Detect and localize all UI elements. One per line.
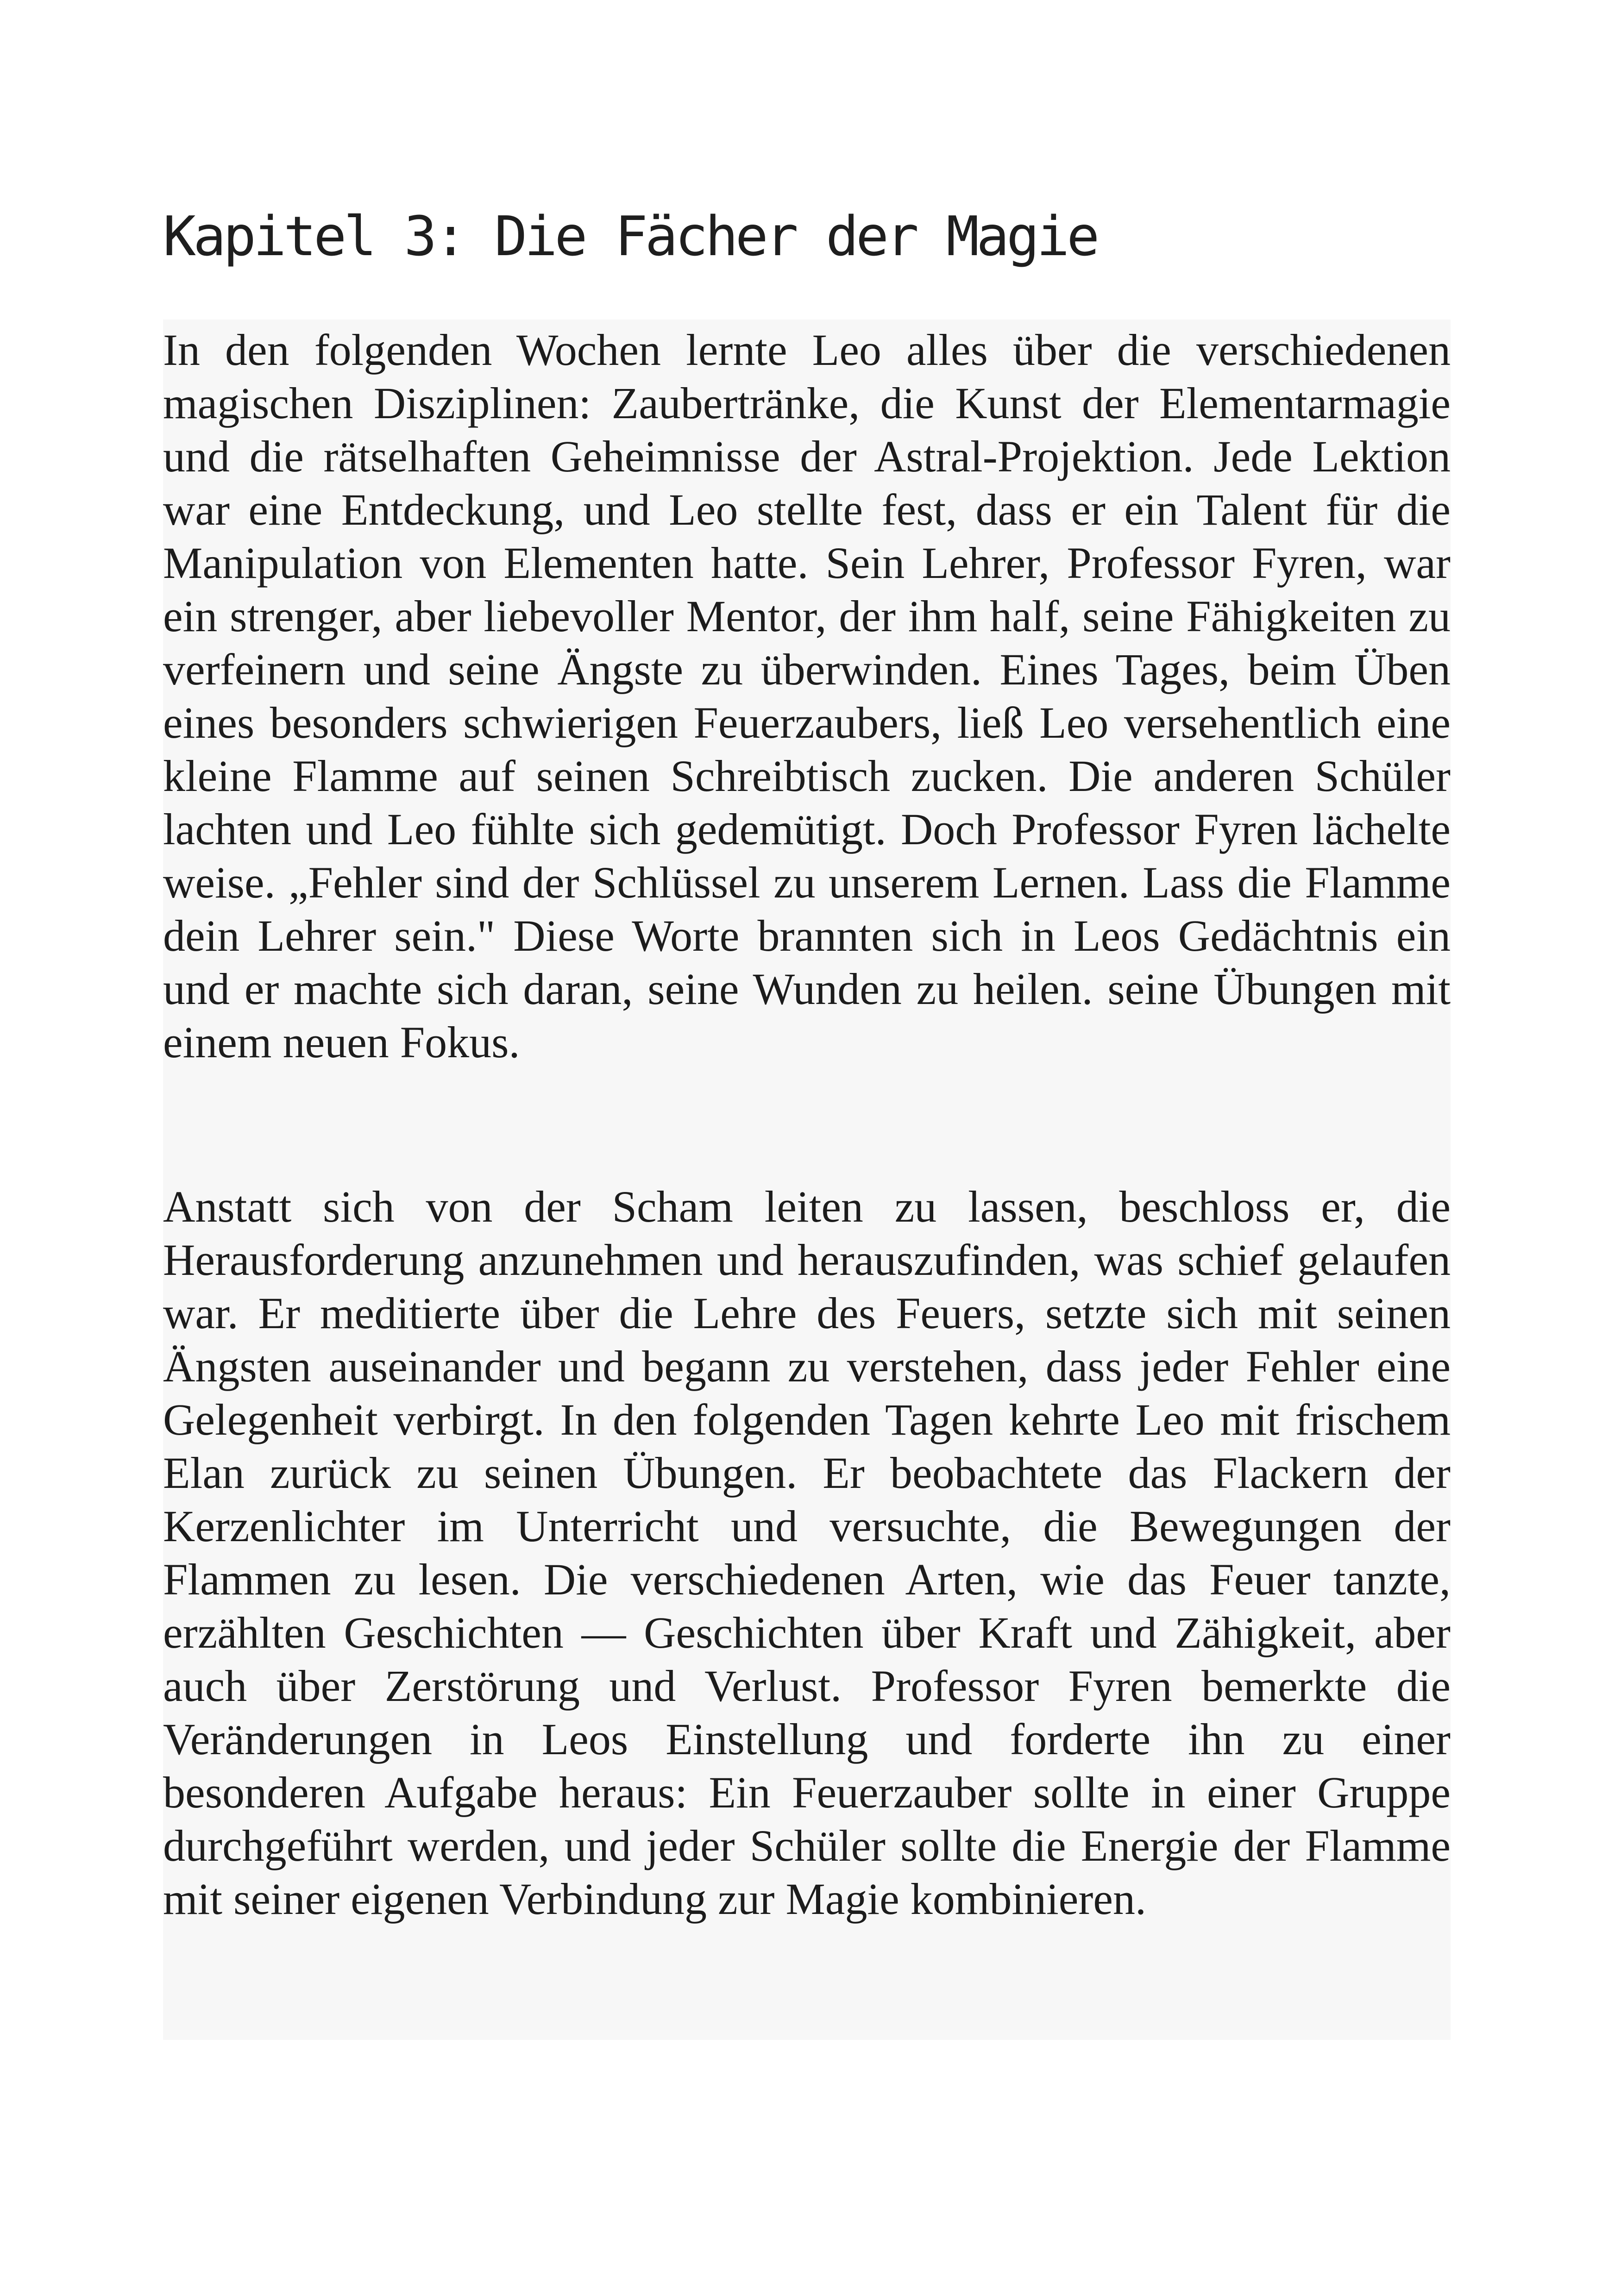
body-text-block (163, 320, 1451, 2040)
paragraph-2: Anstatt sich von der Scham leiten zu lassen, beschloss er, die Herausforderung anzunehmen und herauszufinden, was schief gelaufen war. Er meditierte über die Lehre des Feuers, setzte sich mit seinen Ängsten auseinander und begann zu verstehen, dass jeder Fehler eine Gelegenheit verbirgt. In den folgenden Tagen kehrte Leo mit frischem Elan zurück zu seinen Übungen. Er beobachtete das Flackern der Kerzenlichter im Unterricht und versuchte, die Bewegungen der Flammen zu lesen. Die verschiedenen Arten, wie das Feuer tanzte, erzählten Geschichten — Geschichten über Kraft und Zähigkeit, aber auch über Zerstörung und Verlust. Professor Fyren bemerkte die Veränderungen in Leos Einstellung und forderte ihn zu einer besonderen Aufgabe heraus: Ein Feuerzauber sollte in einer Gruppe durchgeführt werden, und jeder Schüler sollte die Energie der Flamme mit seiner eigenen Verbindung zur Magie kombinieren. (163, 1182, 1451, 1924)
paragraph-1: In den folgenden Wochen lernte Leo alles über die verschiedenen magischen Disziplinen: Zaubertränke, die Kunst der Elementarmagie und die rätselhaften Geheimnisse der Astral-Projektion. Jede Lektion war eine Entdeckung, und Leo stellte fest, dass er ein Talent für die Manipulation von Elementen hatte. Sein Lehrer, Professor Fyren, war ein strenger, aber liebevoller Mentor, der ihm half, seine Fähigkeiten zu verfeinern und seine Ängste zu überwinden. Eines Tages, beim Üben eines besonders schwierigen Feuerzaubers, ließ Leo versehentlich eine kleine Flamme auf seinen Schreibtisch zucken. Die anderen Schüler lachten und Leo fühlte sich gedemütigt. Doch Professor Fyren lächelte weise. „Fehler sind der Schlüssel zu unserem Lernen. Lass die Flamme dein Lehrer sein." Diese Worte brannten sich in Leos Gedächtnis ein und er machte sich daran, seine Wunden zu heilen. seine Übungen mit einem neuen Fokus. (163, 325, 1451, 1067)
chapter-title: Kapitel 3: Die Fächer der Magie (163, 204, 1097, 268)
